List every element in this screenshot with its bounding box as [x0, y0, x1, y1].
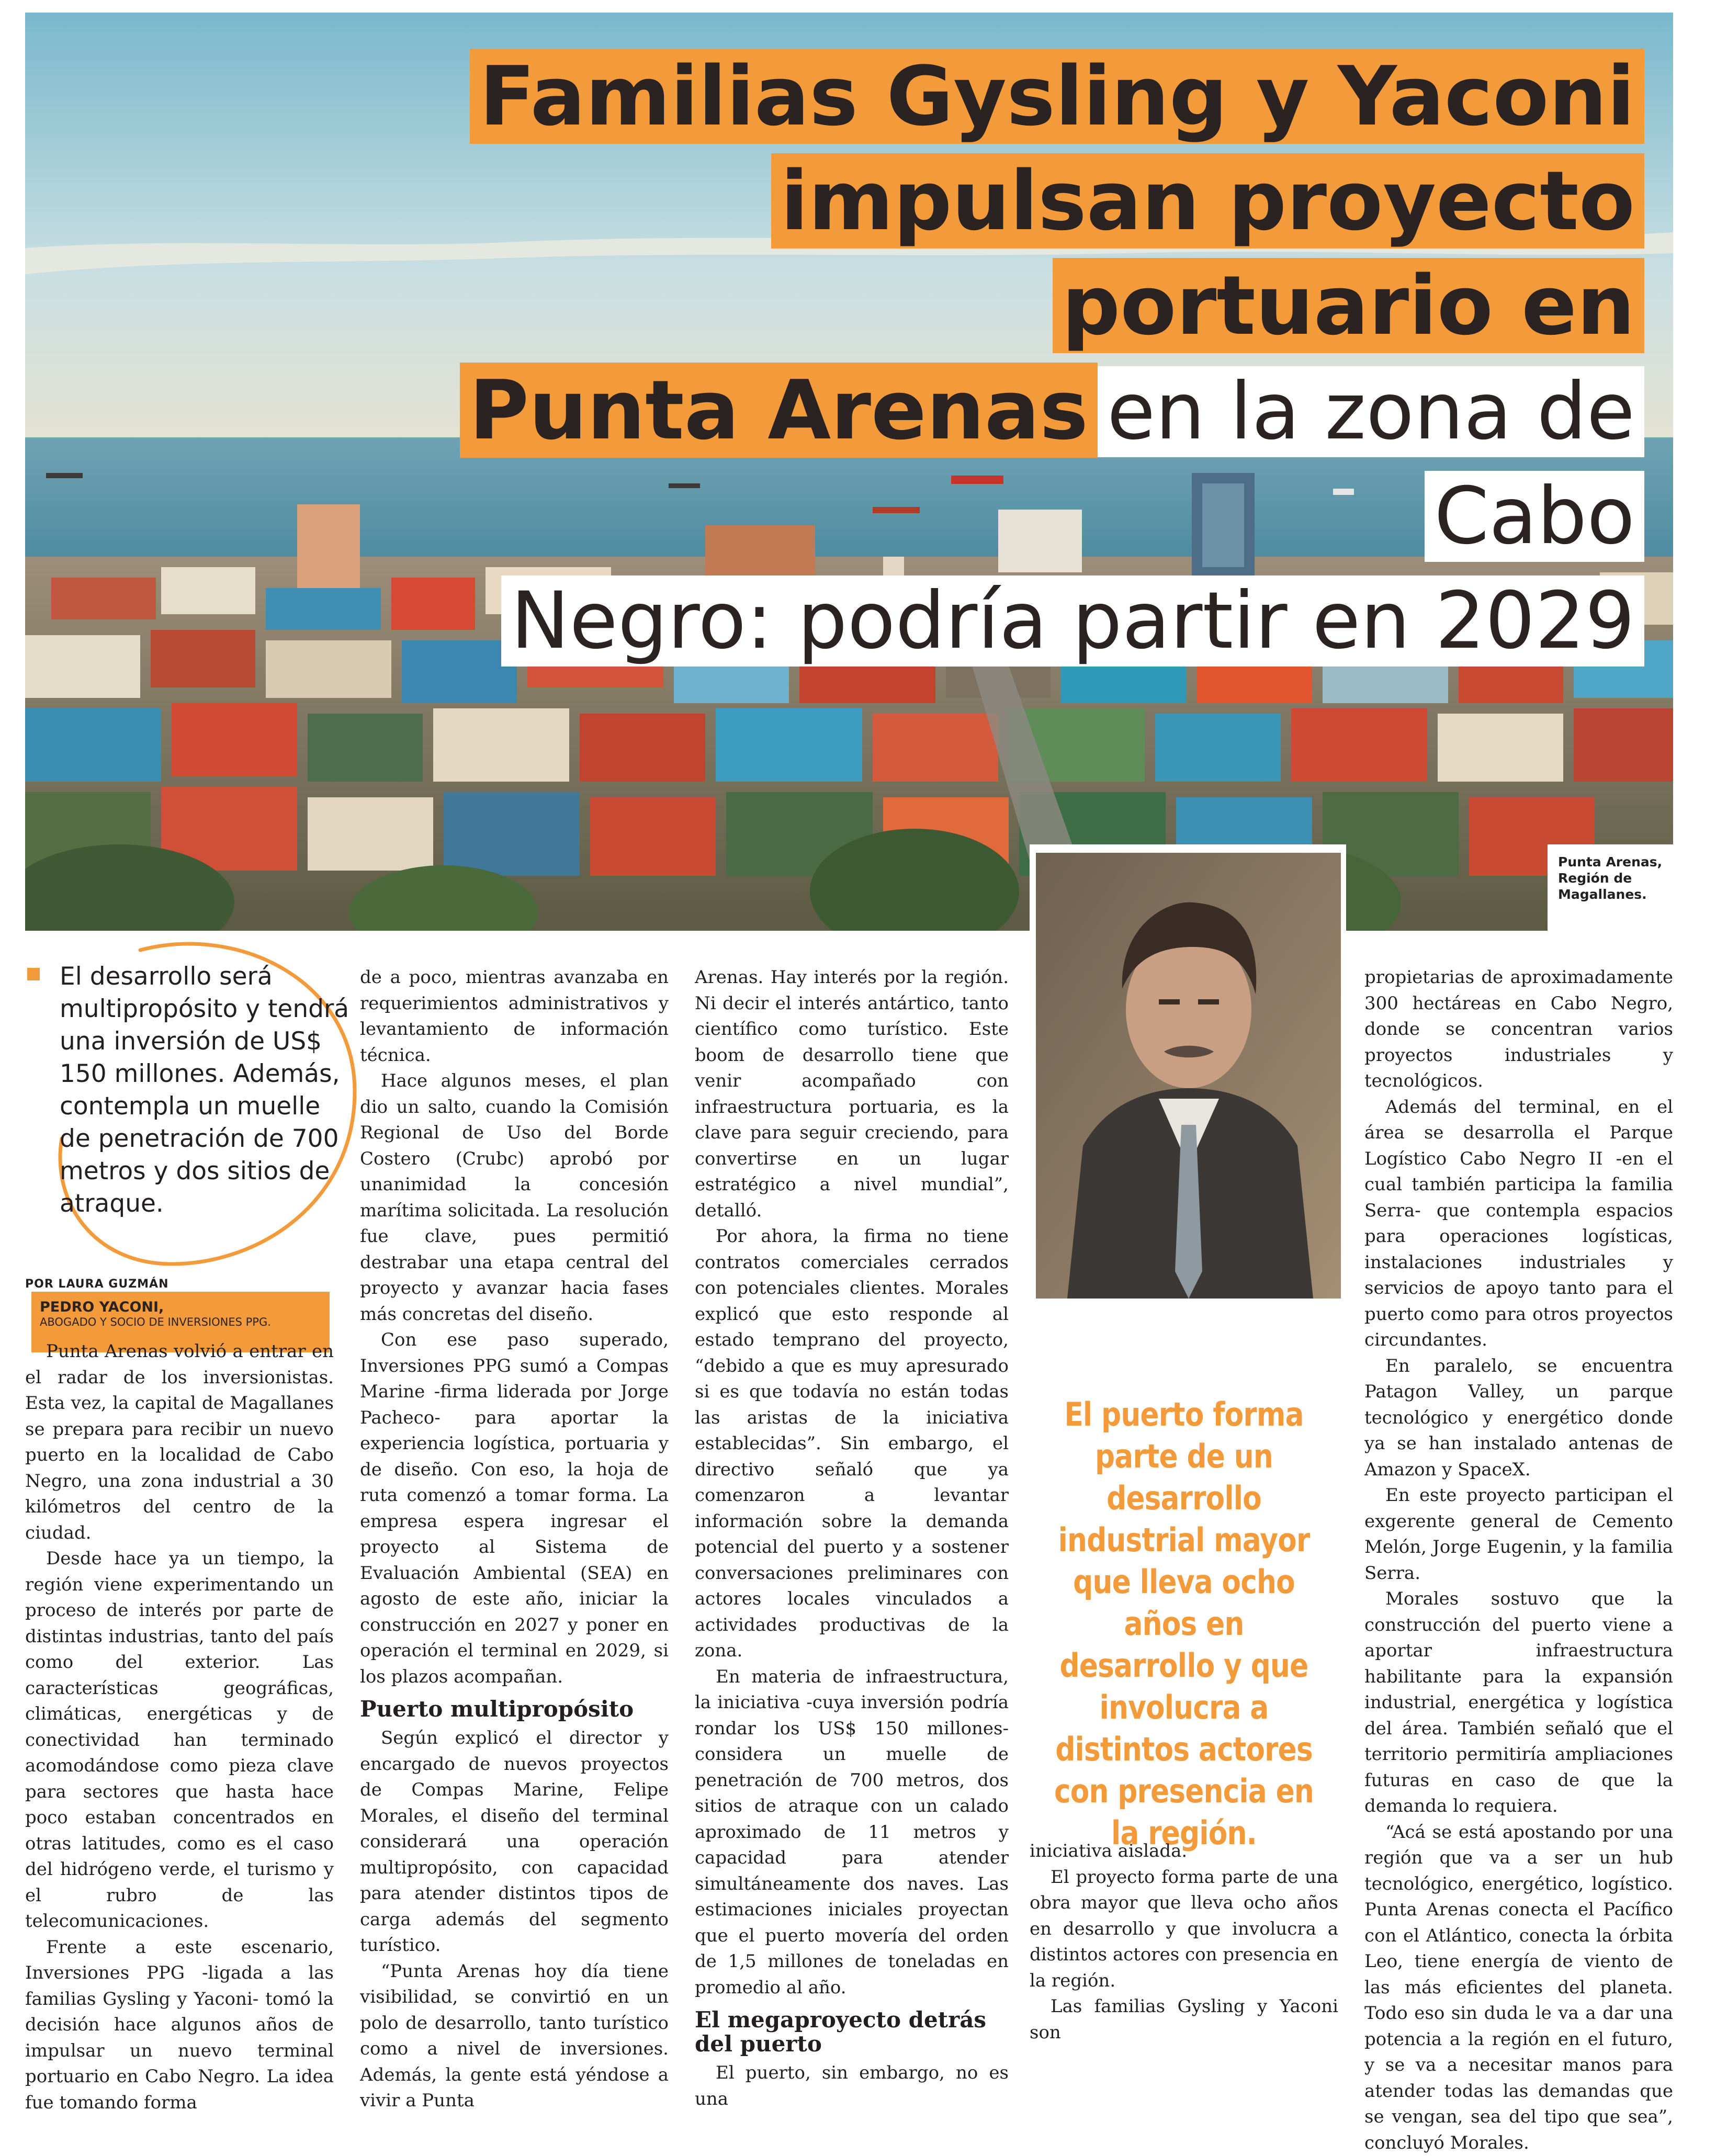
paragraph: Arenas. Hay interés por la región. Ni decir el interés antártico, tanto científico como turístico. Este boom de desarrollo tiene que venir acompañado con infraestructura portuaria, es la clave para seguir creciendo, para convertirse en un lugar estratégico a nivel mundial”, detalló.: [695, 965, 1009, 1224]
paragraph: Además del terminal, en el área se desarrolla el Parque Logístico Cabo Negro II -en el cual también participa la familia Serra- que contempla espacios para operaciones logísticas, instalaciones industriales y servicios de apoyo tanto para el puerto como para otros proyectos circundantes.: [1364, 1094, 1673, 1353]
subheading-puerto-multiproposito: Puerto multipropósito: [360, 1697, 669, 1721]
headline: [336, 44, 1644, 673]
paragraph: En este proyecto participan el exgerente general de Cemento Melón, Jorge Eugenin, y la familia Serra.: [1364, 1483, 1673, 1586]
byline: POR LAURA GUZMÁN: [25, 1278, 169, 1291]
paragraph: Según explicó el director y encargado de nuevos proyectos de Compas Marine, Felipe Morales, el diseño del terminal considerará una operación multipropósito, con capacidad para atender distintos tipos de carga además del segmento turístico.: [360, 1725, 669, 1959]
portrait-name: PEDRO YACONI,: [40, 1299, 321, 1316]
paragraph: Por ahora, la firma no tiene contratos comerciales cerrados con potenciales clientes. Morales explicó que esto responde al estado temprano del proyecto, “debido a que es muy apresurado si es que todavía no están todas las aristas de la iniciativa establecidas”. Sin embargo, el directivo señaló que ya comenzaron a levantar información sobre la demanda potencial del puerto y a sostener conversaciones preliminares con actores locales vinculados a actividades productivas de la zona.: [695, 1224, 1009, 1664]
portrait-photo: [1036, 853, 1341, 1299]
paragraph: En materia de infraestructura, la iniciativa -cuya inversión podría rondar los US$ 150 millones- considera un muelle de penetración de 700 metros, dos sitios de atraque con un calado aproximado de 11 metros y capacidad para atender simultáneamente dos naves. Las estimaciones iniciales proyectan que el puerto movería del orden de 1,5 millones de toneladas en promedio al año.: [695, 1664, 1009, 2001]
paragraph: Desde hace ya un tiempo, la región viene experimentando un proceso de interés por parte de distintas industrias, tanto del país como del exterior. Las características geográficas, climáticas, energéticas y de conectividad han terminado acomodándose como pieza clave para sectores que hasta hace poco estaban concentrados en otras latitudes, como es el caso del hidrógeno verde, el turismo y el rubro de las telecomunicaciones.: [25, 1546, 334, 1935]
paragraph: propietarias de aproximadamente 300 hectáreas en Cabo Negro, donde se concentran varios proyectos industriales y tecnológicos.: [1364, 965, 1673, 1094]
paragraph: Morales sostuvo que la construcción del puerto viene a aportar infraestructura habilitante para la expansión industrial, energética y logística del área. También señaló que el territorio permitiría ampliaciones futuras en caso de que la demanda lo requiera.: [1364, 1586, 1673, 1820]
column-1: [25, 1339, 334, 2116]
pull-quote: El puerto forma parte de un desarrollo industrial mayor que lleva ocho años en desarrollo y que involucra a distintos actores con presencia en la región.: [1051, 1394, 1316, 1854]
column-5: [1364, 965, 1673, 2156]
subheading-megaproyecto: El megaproyecto detrás del puerto: [695, 2008, 1009, 2056]
lead-text: El desarrollo será multipropósito y tendrá una inversión de US$ 150 millones. Además, contempla un muelle de penetración de 700 metros y dos sitios de atraque.: [25, 961, 355, 1220]
article-page: [25, 13, 1673, 2022]
headline-line-4: Negro: podría partir en 2029: [501, 575, 1644, 667]
paragraph: Con ese paso superado, Inversiones PPG sumó a Compas Marine -firma liderada por Jorge Pacheco- para aportar la experiencia logística, portuaria y de diseño. Con eso, la hoja de ruta comenzó a tomar forma. La empresa espera ingresar el proyecto al Sistema de Evaluación Ambiental (SEA) en agosto de este año, iniciar la construcción en 2027 y poner en operación el terminal en 2029, si los plazos acompañan.: [360, 1327, 669, 1690]
paragraph: de a poco, mientras avanzaba en requerimientos administrativos y levantamiento de información técnica.: [360, 965, 669, 1068]
column-2: [360, 965, 669, 2114]
paragraph: El proyecto forma parte de una obra mayor que lleva ocho años en desarrollo y que involucra a distintos actores con presencia en la región.: [1030, 1865, 1338, 1994]
city-photo: [25, 13, 1673, 931]
portrait-frame: [1030, 844, 1346, 1320]
headline-line-3-light: en la zona de Cabo: [1098, 366, 1644, 562]
paragraph: “Acá se está apostando por una región que va a ser un hub tecnológico, energético, logístico. Punta Arenas conecta el Pacífico con el Atlántico, conecta la órbita Leo, tiene energía de viento de las más eficientes del planeta. Todo eso sin duda le va a dar una potencia a la región en el futuro, y se va a necesitar manos para atender todas las demandas que se vengan, sea del tipo que sea”, concluyó Morales.: [1364, 1820, 1673, 2156]
column-4: [1030, 1838, 1338, 2046]
paragraph: “Punta Arenas hoy día tiene visibilidad, se convirtió en un polo de desarrollo, tanto turístico como a nivel de inversiones. Además, la gente está yéndose a vivir a Punta: [360, 1959, 669, 2114]
headline-line-1: Familias Gysling y Yaconi: [470, 49, 1644, 144]
headline-line-3-bold: Punta Arenas: [460, 363, 1098, 458]
lead-bullet-icon: [27, 968, 40, 980]
paragraph: En paralelo, se encuentra Patagon Valley, un parque tecnológico y energético donde ya se han instalado antenas de Amazon y SpaceX.: [1364, 1353, 1673, 1483]
paragraph: Las familias Gysling y Yaconi son: [1030, 1994, 1338, 2046]
paragraph: Punta Arenas volvió a entrar en el radar de los inversionistas. Esta vez, la capital de Magallanes se prepara para recibir un nuevo puerto en la localidad de Cabo Negro, una zona industrial a 30 kilómetros del centro de la ciudad.: [25, 1339, 334, 1546]
paragraph: Hace algunos meses, el plan dio un salto, cuando la Comisión Regional de Uso del Borde Costero (Crubc) aprobó por unanimidad la concesión marítima solicitada. La resolución fue clave, pues permitió destrabar una etapa central del proyecto y avanzar hacia fases más concretas del diseño.: [360, 1068, 669, 1327]
paragraph: iniciativa aislada.: [1030, 1838, 1338, 1865]
paragraph: El puerto, sin embargo, no es una: [695, 2060, 1009, 2112]
paragraph: Frente a este escenario, Inversiones PPG -ligada a las familias Gysling y Yaconi- tomó la decisión hace algunos años de impulsar un nuevo terminal portuario en Cabo Negro. La idea fue tomando forma: [25, 1935, 334, 2116]
column-3: [695, 965, 1009, 2112]
lead-summary: [25, 961, 355, 1220]
portrait-role: ABOGADO Y SOCIO DE INVERSIONES PPG.: [40, 1316, 321, 1329]
headline-line-2: impulsan proyecto portuario en: [771, 153, 1644, 353]
photo-caption: Punta Arenas, Región de Magallanes.: [1548, 844, 1673, 931]
